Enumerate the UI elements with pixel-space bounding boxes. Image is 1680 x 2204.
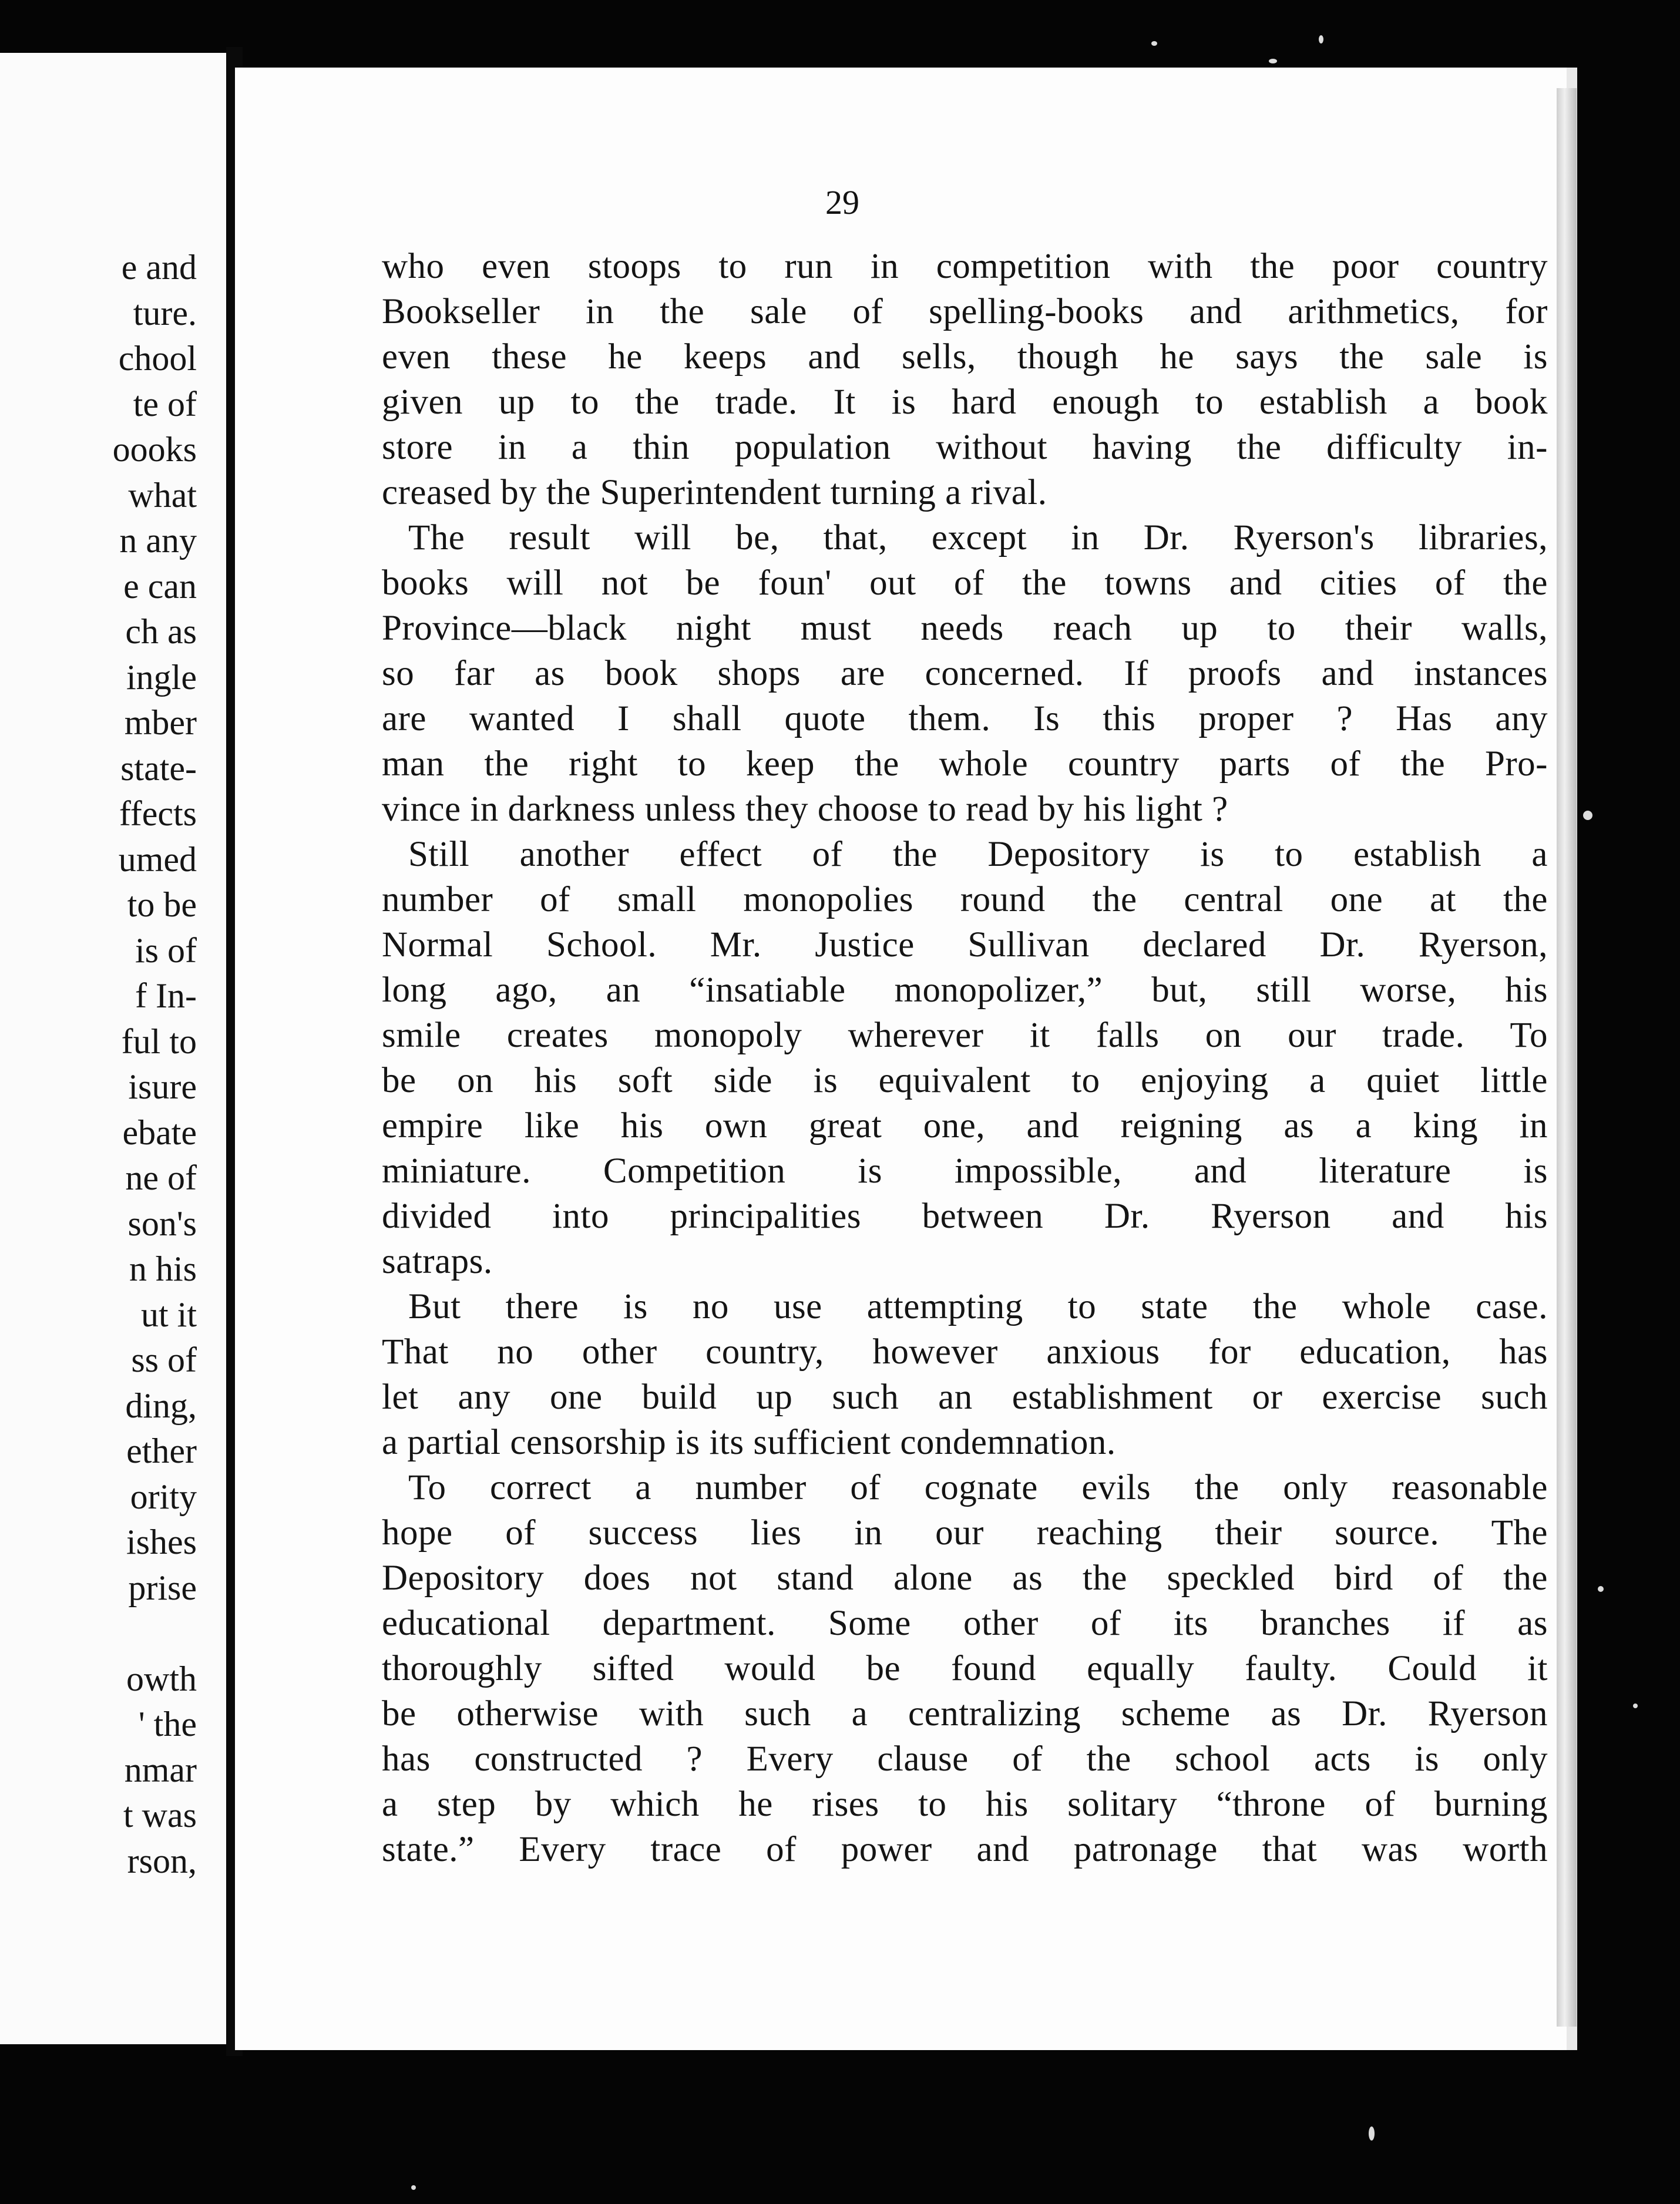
left-page-line: n any [119,521,197,560]
left-page-line: mber [124,703,197,742]
left-page-line: ture. [133,293,197,332]
text-line: a partial censorship is its sufficient condemnation. [382,1423,1116,1462]
left-page-line: ffects [119,794,197,833]
text-line: be otherwise with such a centralizing scheme as Dr. Ryerson [382,1694,1548,1733]
left-page-line: isure [128,1067,197,1106]
text-line: books will not be foun' out of the towns and cities of the [382,563,1548,603]
text-line: Depository does not stand alone as the speckled bird of the [382,1558,1548,1598]
text-line: To correct a number of cognate evils the only reasonable [408,1468,1548,1507]
text-line: miniature. Competition is impossible, and literature is [382,1151,1548,1191]
text-line: But there is no use attempting to state the whole case. [408,1287,1548,1326]
text-line: Bookseller in the sale of spelling-books and arithmetics, for [382,292,1548,331]
left-page-line: f In- [135,976,197,1015]
left-page-line: rson, [127,1841,197,1880]
left-page-line: n his [129,1249,197,1288]
left-page-line: is of [135,930,197,970]
body-text [382,244,1548,1872]
text-line: has constructed ? Every clause of the school acts is only [382,1739,1548,1779]
text-line: even these he keeps and sells, though he says the sale is [382,337,1548,377]
text-line: be on his soft side is equivalent to enjoying a quiet little [382,1061,1548,1100]
left-page-line: nmar [124,1750,197,1789]
right-page [235,68,1577,2050]
text-line: thoroughly sifted would be found equally faulty. Could it [382,1649,1548,1688]
left-page-line: ne of [125,1158,197,1197]
left-page-line: to be [127,885,197,924]
page-number: 29 [825,183,859,221]
left-page-line: ful to [121,1022,197,1061]
text-line: so far as book shops are concerned. If proofs and instances [382,654,1548,693]
text-line: store in a thin population without having the difficulty in- [382,428,1548,467]
left-page-line: ebate [122,1113,197,1152]
text-line: Normal School. Mr. Justice Sullivan declared Dr. Ryerson, [382,925,1548,965]
text-line: state.” Every trace of power and patronage that was worth [382,1830,1548,1869]
text-line: who even stoops to run in competition with the poor country [382,247,1548,286]
text-line: educational department. Some other of its branches if as [382,1604,1548,1643]
text-line: smile creates monopoly wherever it falls on our trade. To [382,1016,1548,1055]
left-page-line: ut it [140,1295,197,1334]
left-page-line: e can [123,566,197,606]
left-page-line: ' the [138,1705,197,1743]
text-line: let any one build up such an establishment or exercise such [382,1378,1548,1417]
text-line: Still another effect of the Depository is to establish a [408,835,1548,874]
left-page-line: ishes [126,1523,197,1561]
left-page-line: umed [118,839,197,879]
text-line: given up to the trade. It is hard enough to establish a book [382,382,1548,422]
text-line: satraps. [382,1242,493,1281]
left-page-line: prise [128,1568,197,1607]
left-page-fragment [0,53,230,2044]
left-page-line: e and [121,248,197,287]
text-line: long ago, an “insatiable monopolizer,” but, still worse, his [382,970,1548,1010]
text-line: Province—black night must needs reach up to their walls, [382,609,1548,648]
left-page-line: ch as [125,612,197,651]
left-page-line: chool [118,339,197,378]
left-page-line: state- [120,748,197,788]
page-edge-stack [1557,88,1577,2027]
left-page-line: owth [126,1659,197,1698]
left-page-line: son's [127,1204,197,1243]
text-line: a step by which he rises to his solitary “throne of burning [382,1785,1548,1824]
left-page-line: te of [133,384,197,424]
text-line: hope of success lies in our reaching their source. The [382,1513,1548,1553]
text-line: vince in darkness unless they choose to read by his light ? [382,789,1228,829]
text-line: are wanted I shall quote them. Is this proper ? Has any [382,699,1548,738]
left-page-line: t was [123,1796,197,1835]
text-line: number of small monopolies round the central one at the [382,880,1548,919]
text-line: man the right to keep the whole country parts of the Pro- [382,744,1548,784]
left-page-line: ding, [125,1386,197,1425]
left-page-line: ority [130,1477,197,1516]
left-page-line: ingle [126,657,197,697]
left-page-line: what [128,475,197,515]
text-line: The result will be, that, except in Dr. Ryerson's libraries, [408,518,1548,557]
text-line: divided into principalities between Dr. Ryerson and his [382,1197,1548,1236]
text-line: empire like his own great one, and reigning as a king in [382,1106,1548,1145]
left-page-line: ss of [131,1340,197,1379]
text-line: creased by the Superintendent turning a rival. [382,473,1047,512]
left-page-line: oooks [112,430,197,469]
left-page-line: ether [126,1432,197,1470]
text-line: That no other country, however anxious for education, has [382,1332,1548,1372]
